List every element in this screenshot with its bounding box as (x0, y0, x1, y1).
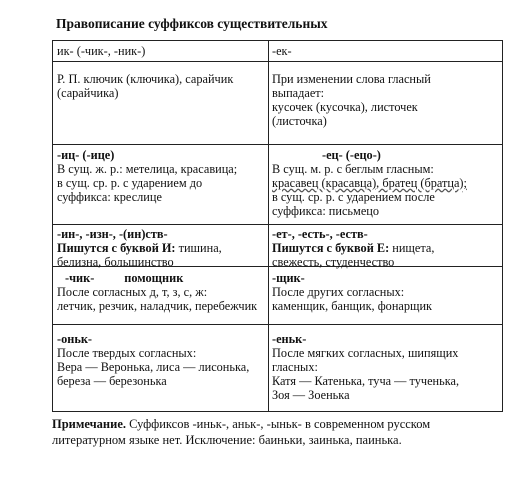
note-text: литературном языке нет. Исключение: баиньки, заинька, паинька. (52, 433, 402, 447)
example-word: помощник (124, 271, 184, 285)
cell-line: белизна, большинство (57, 255, 174, 269)
suffix-head: -щик- (272, 271, 305, 285)
note-label: Примечание. (52, 417, 127, 431)
suffix-head: -ец- (-ецо-) (322, 148, 381, 162)
note-paragraph (52, 416, 502, 448)
cell-line: каменщик, банщик, фонарщик (272, 299, 433, 313)
suffix-head: ик- (-чик-, -ник-) (57, 44, 146, 58)
cell-line: (сарайчика) (57, 86, 119, 100)
table-cell (53, 71, 268, 101)
cell-line: красавец (красавца), братец (братца); (272, 176, 467, 190)
suffix-table (52, 40, 503, 412)
table-cell (53, 43, 268, 59)
table-cell (268, 71, 502, 129)
suffix-head: -оньк- (57, 332, 93, 346)
page-title: Правописание суффиксов существительных (56, 16, 328, 31)
cell-line: Зоя — Зоенька (272, 388, 350, 402)
suffix-head: -чик- (65, 271, 95, 285)
note-text: Суффиксов -иньк-, аньк-, -ыньк- в современном русском (126, 417, 431, 431)
table-cell (53, 270, 268, 314)
cell-line: При изменении слова гласный (272, 72, 431, 86)
cell-line: суффикса: креслице (57, 190, 162, 204)
suffix-head: -иц- (-ице) (57, 148, 115, 162)
cell-line: нищета, (389, 241, 435, 255)
cell-line: После твердых согласных: (57, 346, 197, 360)
cell-line: Катя — Катенька, туча — тученька, (272, 374, 460, 388)
cell-line: После мягких согласных, шипящих (272, 346, 459, 360)
table-cell (53, 226, 268, 270)
table-cell (268, 226, 502, 270)
rule-label: Пишутся с буквой Е: (272, 241, 390, 255)
suffix-head: -ин-, -изн-, -(ин)ств- (57, 227, 168, 241)
cell-line: береза — березонька (57, 374, 167, 388)
cell-line: выпадает: (272, 86, 325, 100)
cell-line: Р. П. ключик (ключика), сарайчик (57, 72, 234, 86)
cell-line: После согласных д, т, з, с, ж: (57, 285, 208, 299)
suffix-head: -ет-, -есть-, -еств- (272, 227, 368, 241)
row-divider (53, 324, 502, 325)
row-divider (53, 224, 502, 225)
cell-line: гласных: (272, 360, 318, 374)
table-cell (268, 147, 502, 219)
cell-line: суффикса: письмецо (272, 204, 380, 218)
cell-line: После других согласных: (272, 285, 405, 299)
cell-line: В сущ. м. р. с беглым гласным: (272, 162, 434, 176)
row-divider (53, 61, 502, 62)
table-cell (53, 331, 268, 389)
row-divider (53, 144, 502, 145)
table-cell (53, 147, 268, 205)
cell-line: Вера — Вероньк​а, лиса — лисонька, (57, 360, 250, 374)
suffix-head: -ек- (272, 44, 292, 58)
cell-line: свежесть, студенчество (272, 255, 395, 269)
suffix-head: -еньк- (272, 332, 307, 346)
cell-line: кусочек (кусочка), листочек (272, 100, 418, 114)
table-cell (268, 43, 502, 59)
table-cell (268, 270, 502, 314)
cell-line: (листочка) (272, 114, 327, 128)
table-cell (268, 331, 502, 403)
cell-line: летчик, резчик, наладчик, перебежчик (57, 299, 258, 313)
cell-line: в сущ. ср. р. с ударением после (272, 190, 435, 204)
cell-line: тишина, (175, 241, 222, 255)
cell-line: в сущ. ср. р. с ударением до (57, 176, 203, 190)
rule-label: Пишутся с буквой И: (57, 241, 176, 255)
cell-line: В сущ. ж. р.: метелица, красавица; (57, 162, 238, 176)
